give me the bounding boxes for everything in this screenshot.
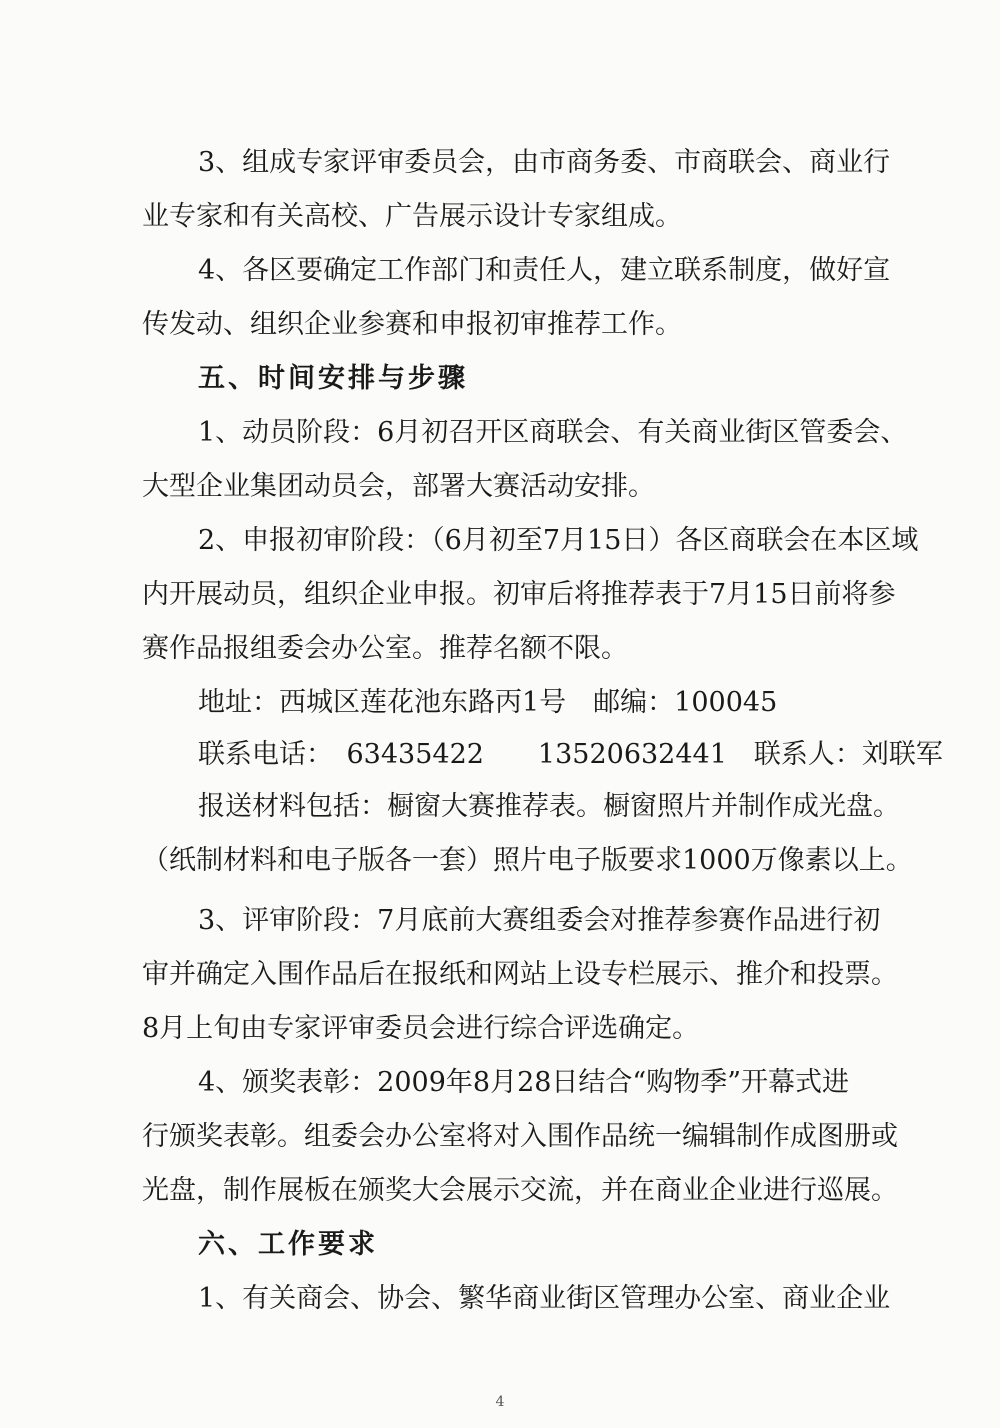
paragraph-line: 8月上旬由专家评审委员会进行综合评选确定。 xyxy=(142,1013,700,1044)
paragraph-line: 业专家和有关高校、广告展示设计专家组成。 xyxy=(142,201,682,232)
section-heading: 五、时间安排与步骤 xyxy=(198,363,468,394)
section-heading: 六、工作要求 xyxy=(198,1229,378,1260)
paragraph-line: 4、颁奖表彰：2009年8月28日结合“购物季”开幕式进 xyxy=(198,1067,850,1098)
paragraph-line: 1、有关商会、协会、繁华商业街区管理办公室、商业企业 xyxy=(198,1283,891,1314)
contact-line: 联系电话： 63435422 13520632441 联系人：刘联军 xyxy=(198,739,943,770)
page-number: 4 xyxy=(495,1394,505,1410)
paragraph-line: 审并确定入围作品后在报纸和网站上设专栏展示、推介和投票。 xyxy=(142,959,898,990)
paragraph-line: 赛作品报组委会办公室。推荐名额不限。 xyxy=(142,633,628,664)
paragraph-line: 行颁奖表彰。组委会办公室将对入围作品统一编辑制作成图册或 xyxy=(142,1121,898,1152)
paragraph-line: 报送材料包括：橱窗大赛推荐表。橱窗照片并制作成光盘。 xyxy=(198,791,900,822)
paragraph-line: 内开展动员，组织企业申报。初审后将推荐表于7月15日前将参 xyxy=(142,579,896,610)
paragraph-line: 3、组成专家评审委员会，由市商务委、市商联会、商业行 xyxy=(198,147,891,178)
paragraph-line: （纸制材料和电子版各一套）照片电子版要求1000万像素以上。 xyxy=(142,845,913,876)
paragraph-line: 2、申报初审阶段：（6月初至7月15日）各区商联会在本区域 xyxy=(198,525,919,556)
paragraph-line: 大型企业集团动员会，部署大赛活动安排。 xyxy=(142,471,655,502)
paragraph-line: 1、动员阶段：6月初召开区商联会、有关商业街区管委会、 xyxy=(198,417,908,448)
address-line: 地址：西城区莲花池东路丙1号 邮编：100045 xyxy=(198,687,778,718)
paragraph-line: 传发动、组织企业参赛和申报初审推荐工作。 xyxy=(142,309,682,340)
paragraph-line: 光盘，制作展板在颁奖大会展示交流，并在商业企业进行巡展。 xyxy=(142,1175,898,1206)
paragraph-line: 3、评审阶段：7月底前大赛组委会对推荐参赛作品进行初 xyxy=(198,905,881,936)
paragraph-line: 4、各区要确定工作部门和责任人，建立联系制度，做好宣 xyxy=(198,255,891,286)
